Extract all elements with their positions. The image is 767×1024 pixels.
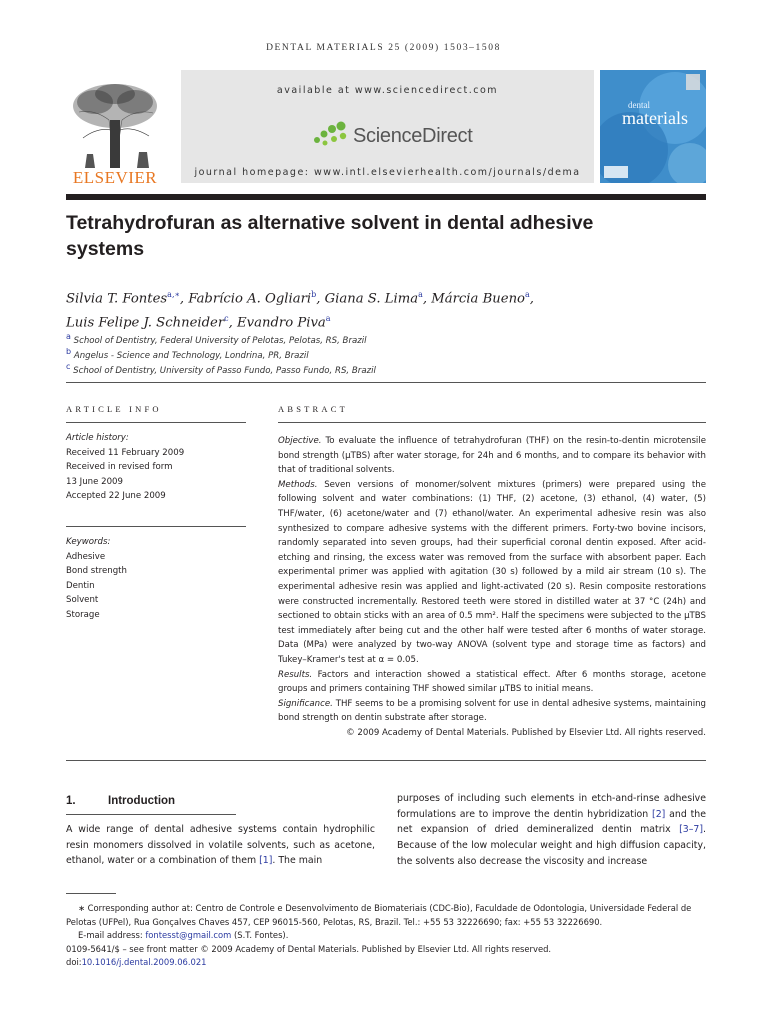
author-name: Silvia T. Fontes <box>66 291 168 307</box>
footnote <box>66 902 706 970</box>
abstract-significance <box>278 697 706 726</box>
front-matter-line: 0109-5641/$ – see front matter © 2009 Academy of Dental Materials. Published by Elsevier Ltd. All rights reserved. <box>66 943 552 954</box>
author-affil-mark[interactable]: a,∗ <box>167 290 180 299</box>
affiliation-text: School of Dentistry, Federal University of Pelotas, Pelotas, RS, Brazil <box>73 335 367 346</box>
significance-label: Significance. <box>278 698 333 709</box>
email-suffix: (S.T. Fontes). <box>231 930 289 941</box>
affiliation-text: School of Dentistry, University of Passo Fundo, Passo Fundo, RS, Brazil <box>73 365 376 376</box>
intro-left-column <box>66 822 375 869</box>
abstract-methods <box>278 478 706 668</box>
intro-text: . The main <box>272 855 323 867</box>
objective-label: Objective. <box>278 436 322 446</box>
author-name: Luis Felipe J. Schneider <box>66 315 225 331</box>
keywords-rule <box>66 526 246 527</box>
results-label: Results. <box>278 669 313 680</box>
sciencedirect-leaf-icon <box>309 120 351 150</box>
keywords <box>66 535 246 623</box>
history-line: Accepted 22 June 2009 <box>66 491 166 502</box>
author-affil-mark[interactable]: c <box>224 314 229 324</box>
intro-text: A wide range of dental adhesive systems contain hydrophilic resin monomers dissolved in volatile solvents, such as acetone, ethanol, water or a combination of them <box>66 824 375 867</box>
affiliation-text: Angelus - Science and Technology, Londrina, PR, Brazil <box>73 350 309 361</box>
author-affil-mark[interactable]: a <box>325 314 331 324</box>
elsevier-tree-icon <box>65 80 165 170</box>
section-heading-introduction <box>66 795 175 807</box>
keyword: Solvent <box>66 595 99 606</box>
citation-link[interactable]: [3–7] <box>679 824 704 836</box>
sciencedirect-banner <box>181 70 594 183</box>
article-title <box>66 210 706 262</box>
author-affil-mark[interactable]: b <box>311 290 317 299</box>
authors-line-2: Luis Felipe J. Schneider$^c$, Evandro Piva$^a$ <box>66 314 331 331</box>
objective-text: To evaluate the influence of tetrahydrofuran (THF) on the resin-to-dentin microtensile bond strength (μTBS) after water storage, for 24h and 6 months, and to compare its behavior with that of traditional solvents. <box>278 436 706 476</box>
abstract-end-rule <box>66 760 706 761</box>
abstract-label: ABSTRACT <box>278 404 348 414</box>
keyword: Storage <box>66 609 100 620</box>
author-name: Evandro Piva <box>237 315 326 331</box>
author-name: Fabrício A. Ogliari <box>188 291 312 307</box>
doi-link[interactable]: 10.1016/j.dental.2009.06.021 <box>81 957 207 968</box>
corresponding-author-note: ∗ Corresponding author at: Centro de Controle e Desenvolvimento de Biomateriais (CDC-Bio), Faculdade de Odontologia, Universidade Federal de Pelotas (UFPel), Rua Gonçalves Chaves 457, CEP 96015-560, Pelotas, RS, Brazil. Tel.: +55 53 32226690; fax: +55 53 32226690. <box>66 903 692 927</box>
doi-label: doi: <box>66 957 82 968</box>
affiliation-mark: c <box>66 362 71 371</box>
authors-line-1: Silvia T. Fontes$^{a,∗}$, Fabrício A. Ogliari$^b$, Giana S. Lima$^a$, Márcia Bueno$^a$, <box>66 290 534 307</box>
methods-label: Methods. <box>278 479 318 490</box>
sciencedirect-wordmark: ScienceDirect <box>353 125 473 147</box>
abstract-results <box>278 668 706 697</box>
email-label: E-mail address: <box>78 930 146 941</box>
abstract-copyright: © 2009 Academy of Dental Materials. Published by Elsevier Ltd. All rights reserved. <box>346 727 706 738</box>
article-info-label: ARTICLE INFO <box>66 404 162 414</box>
article-info-rule <box>66 422 246 423</box>
history-line: 13 June 2009 <box>66 476 123 487</box>
header-rule <box>66 194 706 200</box>
cover-title: materials <box>622 108 688 128</box>
email-line <box>66 929 706 943</box>
elsevier-logo[interactable] <box>65 80 165 188</box>
author-name: Giana S. Lima <box>324 291 419 307</box>
author-name: Márcia Bueno <box>431 291 525 307</box>
journal-homepage-text[interactable]: journal homepage: www.intl.elsevierhealth.com/journals/dema <box>194 167 581 178</box>
doi-line <box>66 956 706 970</box>
citation-link[interactable]: [1] <box>259 855 273 867</box>
section-title: Introduction <box>108 795 176 807</box>
intro-text: purposes of including such elements in etch-and-rinse adhesive formulations are to improve the dentin hybridization <box>397 793 706 820</box>
intro-text: . Because of the low molecular weight and high diffusion capacity, the solvents also decrease the viscosity and increase <box>397 824 706 867</box>
sciencedirect-logo[interactable] <box>309 116 509 156</box>
significance-text: THF seems to be a promising solvent for use in dental adhesive systems, maintaining bond strength on dentin substrate after storage. <box>278 698 706 724</box>
intro-text: and the net expansion of dried demineralized dentin matrix <box>397 808 706 836</box>
journal-cover[interactable] <box>600 70 706 183</box>
section-number: 1. <box>66 795 76 807</box>
author-affil-mark[interactable]: a <box>418 290 423 299</box>
history-line: Received in revised form <box>66 462 173 473</box>
author-affil-mark[interactable]: a <box>525 290 530 299</box>
intro-right-column <box>397 791 706 870</box>
affiliation-mark: a <box>66 332 71 341</box>
keywords-heading: Keywords: <box>66 537 111 547</box>
email-link[interactable]: fontesst@gmail.com <box>145 930 232 941</box>
article-history <box>66 431 246 504</box>
running-head: DENTAL MATERIALS 25 (2009) 1503–1508 <box>266 43 501 53</box>
affiliation-mark: b <box>66 347 72 356</box>
available-at-text[interactable]: available at www.sciencedirect.com <box>276 85 499 96</box>
author-list <box>66 285 706 334</box>
keyword: Bond strength <box>66 566 127 577</box>
citation-link[interactable]: [2] <box>652 808 666 820</box>
affiliation <box>66 360 706 378</box>
history-line: Received 11 February 2009 <box>66 447 185 458</box>
affiliation-rule <box>66 382 706 383</box>
keyword: Dentin <box>66 580 95 591</box>
cover-title-small: dental <box>628 100 650 110</box>
results-text: Factors and interaction showed a statistical effect. After 6 months storage, acetone groups and primers containing THF showed similar μTBS to initial means. <box>278 669 707 695</box>
article-history-heading: Article history: <box>66 433 129 443</box>
methods-text: Seven versions of monomer/solvent mixtures (primers) were prepared using the following solvent and water combinations: (1) THF, (2) acetone, (3) ethanol, (4) water, (5) THF/water, (6) acetone/water and (7) ethanol/water. An experimental adhesive resin was also synthesized to compare adhesive systems with the different primers. Forty-two bovine incisors, randomly separated into seven groups, had their superficial coronal dentin exposed. After acid-etching and rinsing, the excess water was removed from the surface with absorbent paper. Each experimental primer was applied with agitation (30 s) followed by a mild air stream (10 s). The experimental adhesive resin was applied and light-activated (20 s). Resin composite restorations were constructed incrementally. Restored teeth were stored in distilled water at 37 °C (24h) and sectioned to obtain sticks with an area of 0.5 mm². Half the specimens were subjected to the μTBS test immediately after being cut and the other half were tested after 6 months of water storage. Data (MPa) were analyzed by two-way ANOVA (solvent type and storage time as factors) and Tukey–Kramer's test at α = 0.05. <box>278 479 706 665</box>
title-line-2: systems <box>66 238 145 260</box>
abstract-rule <box>278 422 706 423</box>
keyword: Adhesive <box>66 551 106 562</box>
title-line-1: Tetrahydrofuran as alternative solvent in dental adhesive <box>66 212 594 234</box>
elsevier-wordmark: ELSEVIER <box>72 168 158 187</box>
abstract-body <box>278 434 706 740</box>
abstract-objective <box>278 434 706 478</box>
footnote-rule <box>66 893 116 894</box>
section-heading-rule <box>66 814 236 815</box>
